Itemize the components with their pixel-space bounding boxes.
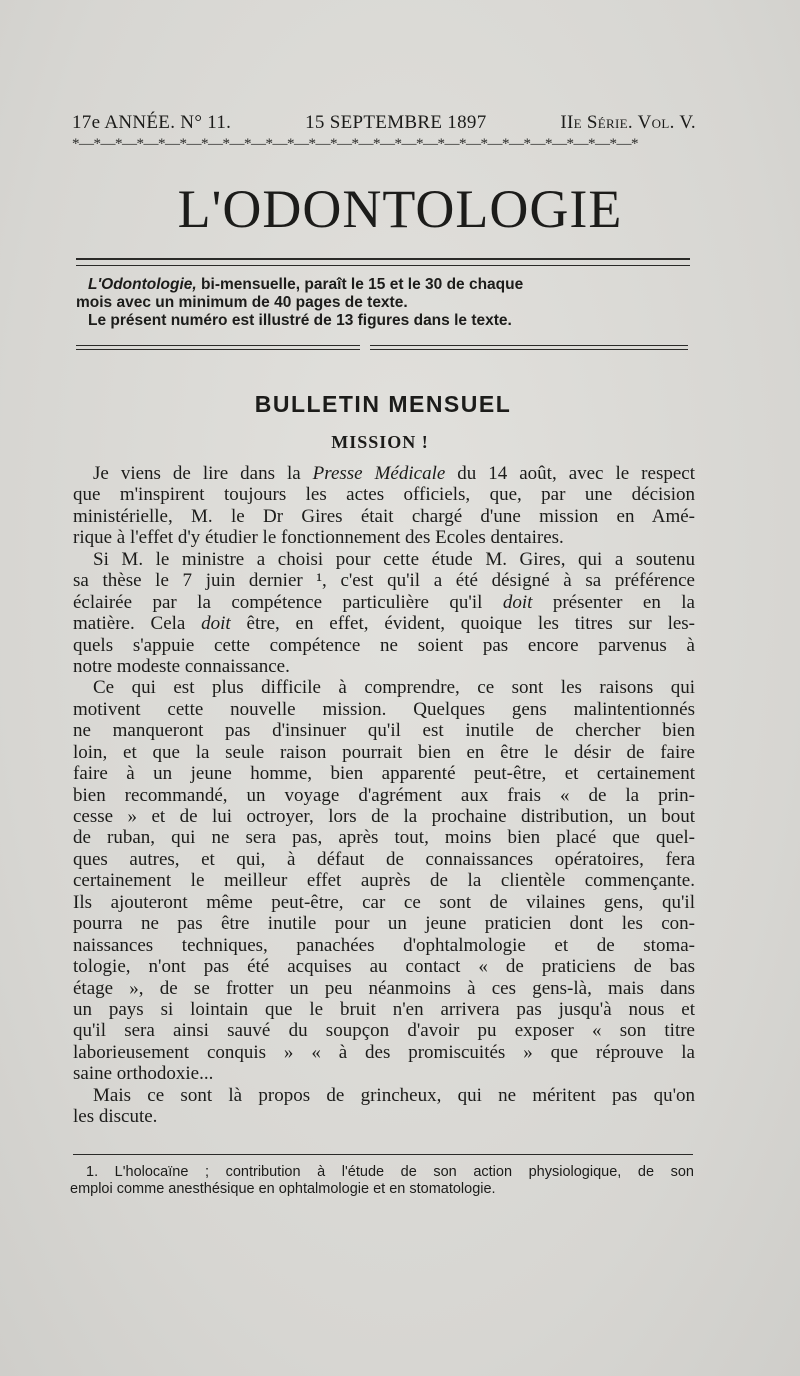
notice-line-1: L'Odontologie, bi-mensuelle, paraît le 15 et le 30 de chaque [88, 276, 524, 293]
issue-number: 17e ANNÉE. N° 11. [72, 112, 232, 133]
body-line: ministérielle, M. le Dr Gires était chargé d'une mission en Amé- [73, 505, 695, 527]
body-line: certainement le meilleur effet auprès de la clientèle commençante. [73, 870, 695, 892]
notice-journal-name: L'Odontologie, [88, 276, 197, 293]
body-line: Mais ce sont là propos de grincheux, qui ne méritent pas qu'on [93, 1084, 695, 1106]
publication-notice [76, 276, 694, 330]
body-line: Ils ajouteront même peut-être, car ce sont de vilaines gens, qu'il [73, 891, 695, 913]
body-line: Si M. le ministre a choisi pour cette étude M. Gires, qui a soutenu [93, 548, 695, 570]
star-ornament-divider: *—*—*—*—*—*—*—*—*—*—*—*—*—*—*—*—*—*—*—*—*—*—*—*—*—*—* [72, 136, 638, 152]
footnote-line: emploi comme anesthésique en ophtalmologie et en stomatologie. [70, 1181, 496, 1197]
body-line: ques autres, et qui, à défaut de connaissances opératoires, fera [73, 848, 695, 870]
journal-title: L'ODONTOLOGIE [177, 179, 623, 239]
title-rule-thin [76, 265, 690, 266]
body-line: un pays si lointain que le bruit n'en arrivera pas jusqu'à nous et [73, 998, 695, 1020]
body-line: faire à un jeune homme, bien apparenté peut-être, et certainement [73, 763, 695, 785]
body-line: qu'il sera ainsi sauvé du soupçon d'avoir pu exposer « son titre [73, 1020, 695, 1042]
body-line: quels s'appuie cette compétence ne soient pas encore parvenus à [73, 634, 695, 656]
body-line: pourra ne pas être inutile pour un jeune praticien dont les con- [73, 913, 695, 935]
body-line: éclairée par la compétence particulière qu'il doit présenter en la [73, 591, 695, 613]
body-line: cesse » et de lui octroyer, lors de la prochaine distribution, un bout [73, 806, 695, 827]
body-line: motivent cette nouvelle mission. Quelques gens malintentionnés [73, 698, 695, 720]
issue-date: 15 SEPTEMBRE 1897 [305, 112, 487, 133]
body-line: loin, et que la seule raison pourrait bien en être le désir de faire [73, 741, 695, 763]
body-line: naissances techniques, panachées d'ophtalmologie et de stoma- [73, 934, 695, 956]
body-line: que m'inspirent toujours les actes officiels, que, par une décision [73, 484, 695, 506]
body-line: bien recommandé, un voyage d'agrément aux frais « de la prin- [73, 784, 695, 806]
body-line: tologie, n'ont pas été acquises au contact « de praticiens de bas [73, 956, 695, 978]
body-line: matière. Cela doit être, en effet, évident, quoique les titres sur les- [73, 613, 696, 635]
article-body [73, 463, 695, 1128]
footnote-rule [73, 1154, 693, 1155]
body-line: ne manqueront pas d'insinuer qu'il est inutile de chercher bien [73, 720, 695, 742]
body-line: Ce qui est plus difficile à comprendre, ce sont les raisons qui [93, 677, 695, 699]
body-line: sa thèse le 7 juin dernier ¹, c'est qu'il a été désigné à sa préférence [73, 570, 695, 592]
body-line: Je viens de lire dans la Presse Médicale du 14 août, avec le respect [93, 463, 695, 484]
notice-rule-right [370, 345, 688, 350]
footnote-line: 1. L'holocaïne ; contribution à l'étude de son action physiologique, de son [86, 1164, 694, 1180]
notice-line-2: mois avec un minimum de 40 pages de texte. [76, 294, 408, 311]
notice-line-3: Le présent numéro est illustré de 13 figures dans le texte. [88, 312, 512, 329]
section-title: BULLETIN MENSUEL [254, 391, 512, 417]
series-volume: IIe Série. Vol. V. [560, 112, 696, 133]
body-line: étage », de se frotter un peu néanmoins à ces gens-là, mais dans [73, 977, 695, 999]
article-subtitle: MISSION ! [331, 432, 429, 452]
page-header [72, 112, 696, 134]
title-rule-thick [76, 258, 690, 260]
footnote [70, 1164, 694, 1198]
body-line: rique à l'effet d'y étudier le fonctionnement des Ecoles dentaires. [73, 527, 564, 549]
body-line: notre modeste connaissance. [73, 655, 290, 677]
body-line: de ruban, qui ne sera pas, après tout, moins bien placé que quel- [73, 827, 695, 849]
body-line: les discute. [73, 1106, 158, 1128]
body-line: laborieusement conquis » « à des promiscuités » que réprouve la [73, 1041, 695, 1063]
body-line: saine orthodoxie... [73, 1063, 214, 1085]
notice-rule-left [76, 345, 360, 350]
